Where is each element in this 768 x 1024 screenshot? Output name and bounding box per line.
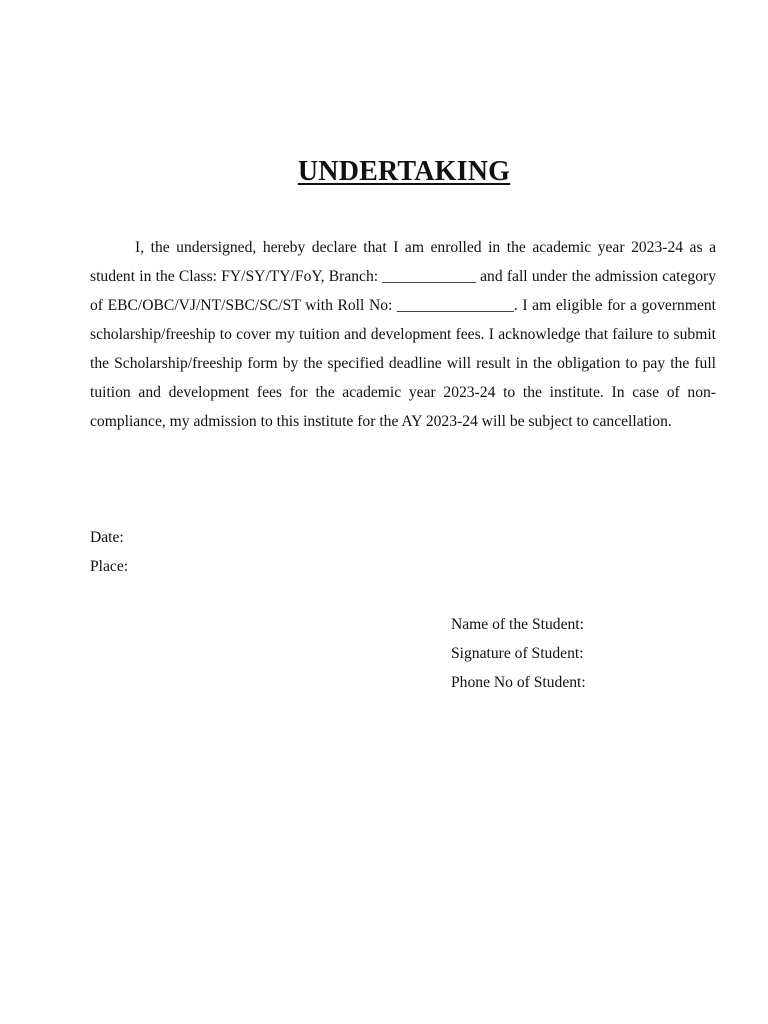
declaration-paragraph: I, the undersigned, hereby declare that I am enrolled in the academic year 2023-24 as a student in the Class: FY/SY/TY/FoY, Branch: ____________ and fall under the admission category of EBC/OBC/VJ/NT/SBC/SC/ST with Roll No: _______________. I am eligible for a government scholarship/freeship to cover my tuition and development fees. I acknowledge that failure to submit the Scholarship/freeship form by the specified deadline will result in the obligation to pay the full tuition and development fees for the academic year 2023-24 to the institute. In case of non-compliance, my admission to this institute for the AY 2023-24 will be subject to cancellation. xyxy=(90,239,716,430)
student-details-block xyxy=(451,610,586,697)
student-signature-label: Signature of Student: xyxy=(451,645,584,662)
document-title: UNDERTAKING xyxy=(297,156,511,187)
student-name-label: Name of the Student: xyxy=(451,616,584,633)
student-phone-label: Phone No of Student: xyxy=(451,674,586,691)
date-label: Date: xyxy=(90,529,124,546)
place-label: Place: xyxy=(90,558,129,575)
